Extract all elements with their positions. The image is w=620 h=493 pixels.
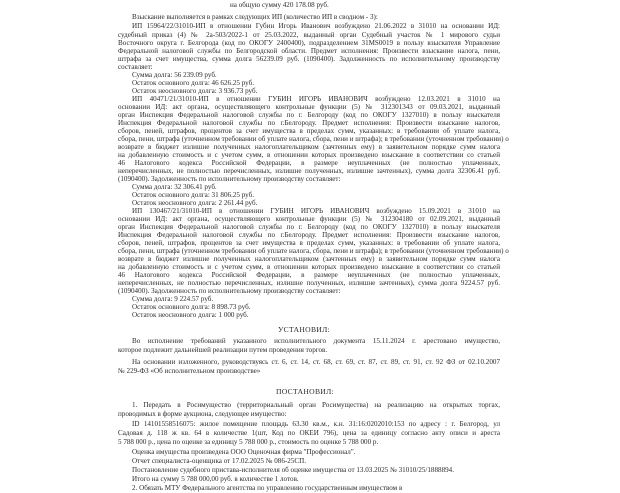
proceeding-3-line: Инспекция Федеральной налоговой службы по г.Белгороду. Предмет исполнения: Произвести взыскание налогов,: [118, 231, 500, 239]
principal-remaining: Остаток основного долга: 8 898.73 руб.: [132, 303, 251, 311]
section-heading-resolved: ПОСТАНОВИЛ:: [276, 387, 334, 396]
proceeding-2-line: 46 Налогового кодекса Российской Федерации, в размере неуплаченных (не полностью уплаченных,: [118, 159, 500, 167]
proceeding-1-line: штрафа за счет имущества, сумма долга 56239.09 руб. (1090400). Задолженность по исполнительному производству: [118, 55, 500, 63]
body-line: которое подлежит дальнейшей реализации путем проведения торгов.: [118, 346, 328, 354]
proceeding-1-line: Восточного округа г. Белгорода (код по ОКОГУ 2400400), подразделением 31MS0019 в пользу взыскателя Управление: [118, 39, 500, 47]
proceeding-3-line: (1090400). Задолженность по исполнительному производству составляет:: [118, 287, 341, 295]
proceeding-3-line: 46 Налогового кодекса Российской Федерации, в размере неуплаченных (не полностью уплаченных,: [118, 271, 500, 279]
principal-remaining: Остаток основного долга: 46 626.25 руб.: [132, 79, 254, 87]
proceeding-2-line: сбора, пени, штрафа (уточненном требовании об уплате налога, сбора, пени и штрафа); в требовании (уточненном требовании) о: [118, 135, 509, 143]
resolution-item: проводимых в форме аукциона, следующее имущество:: [118, 410, 287, 418]
total-debt-line: на общую сумму 420 178.08 руб.: [230, 1, 329, 9]
debt-amount: Сумма долга: 9 224.57 руб.: [132, 295, 214, 303]
other-remaining: Остаток неосновного долга: 2 261.44 руб.: [132, 199, 258, 207]
property-description: 5 788 000 р., цена по оценке за единицу 5 788 000 р., стоимость по оценке 5 788 000 р.: [118, 438, 379, 446]
proceeding-2-line: ИП 40471/21/31010-ИП в отношении ГУБИН ИГОРЬ ИВАНОВИЧ возбуждено 12.03.2021 в 31010 на: [132, 95, 500, 103]
debt-amount: Сумма долга: 56 239.09 руб.: [132, 71, 217, 79]
other-remaining: Остаток неосновного долга: 3 936.73 руб.: [132, 87, 258, 95]
proceeding-2-line: неперечисленных, не полностью перечисленных, излишне полученных, излишне зачтенных), сумма долга 32306.41 руб.: [118, 167, 500, 175]
body-line: Во исполнение требований указанного исполнительного документа 15.11.2024 г. арестовано имущество,: [132, 337, 500, 345]
proceeding-1-line: судебный приказ (4) № 2а-503/2022-1 от 25.03.2022, выданный орган Судебный участок № 1 мирового судьи: [118, 31, 500, 39]
proceeding-1-line: ИП 15964/22/31010-ИП в отношении Губин Игорь Иванович возбуждено 21.06.2022 в 31010 на основании ИД:: [132, 22, 500, 30]
proceeding-2-line: орган Инспекция Федеральной налоговой службы по г. Белгороду (код по ОКОГУ 1327010) в пользу взыскателя: [118, 111, 500, 119]
property-description: ID 14101558516075: жилое помещение площадь 63.30 кв.м., к.н. 31:16:0202010:153 по адресу : г. Белгород, ул: [132, 420, 500, 428]
proceeding-2-line: возврате в бюджет излишне полученных налогоплательщиком (зачтенных ему) в заявительном порядке сумм налога: [118, 143, 500, 151]
proceeding-2-line: Инспекция Федеральной налоговой службы по г.Белгороду. Предмет исполнения: Произвести взыскание налогов,: [118, 119, 500, 127]
valuation-line: Оценка имущества произведена ООО Оценочная фирма "Профессионал".: [132, 448, 356, 456]
principal-remaining: Остаток основного долга: 31 806.25 руб.: [132, 191, 254, 199]
other-remaining: Остаток неосновного долга: 1 000 руб.: [132, 311, 249, 319]
proceeding-2-line: на добавленную стоимость и с учетом сумм, в отношении которых произведено взыскание в соответствии со статьей: [118, 151, 500, 159]
proceeding-2-line: основании ИД: акт органа, осуществляющего контрольные функции (5) № 312301343 от 09.03.2021, выданный: [118, 103, 500, 111]
proceeding-3-line: орган Инспекция Федеральной налоговой службы по г. Белгороду (код по ОКОГУ 1327010) в пользу взыскателя: [118, 223, 500, 231]
proceeding-2-line: (1090400). Задолженность по исполнительному производству составляет:: [118, 175, 341, 183]
proceeding-1-line: составляет:: [118, 63, 153, 71]
proceeding-3-line: неперечисленных, не полностью перечисленных, излишне полученных, излишне зачтенных), сумма долга 9224.57 руб.: [118, 279, 500, 287]
body-line: № 229-ФЗ «Об исполнительном производстве»: [118, 367, 261, 375]
proceedings-count-line: Взыскание выполняется в рамках следующих ИП (количество ИП в сводном - 3):: [132, 13, 378, 21]
debt-amount: Сумма долга: 32 306.41 руб.: [132, 183, 217, 191]
proceeding-1-line: Федеральной налоговой службы по Белгородской области. Предмет исполнения: Произвести взыскание налога, пени,: [118, 47, 500, 55]
body-line: На основании изложенного, руководствуясь ст. 6, ст. 14, ст. 68, ст. 69, ст. 87, ст. 89, ст. 91, ст. 92 ФЗ от 02.10.2007: [132, 358, 500, 366]
proceeding-2-line: сборов, пеней, штрафов, процентов за счет имущества в пределах сумм, указанных: в требовании об уплате налога,: [118, 127, 500, 135]
total-line: Итого на сумму 5 788 000,00 руб. в количестве 1 лотов.: [132, 475, 299, 483]
property-description: Садовая д. 118 ж кв. 64 в количестве 1(шт, Код по ОКЕИ 796), цена за единицу согласно акту описи и ареста: [118, 429, 500, 437]
proceeding-3-line: возврате в бюджет излишне полученных налогоплательщиком (зачтенных ему) в заявительном порядке сумм налога: [118, 255, 500, 263]
valuation-report-line: Отчет специалиста-оценщика от 17.02.2025 № 086-25СП.: [132, 457, 306, 465]
section-heading-established: УСТАНОВИЛ:: [278, 325, 330, 334]
valuation-resolution-line: Постановление судебного пристава-исполнителя об оценке имущества от 13.03.2025 № 31010/25/1888894.: [132, 466, 454, 474]
proceeding-3-line: основании ИД: акт органа, осуществляющего контрольные функции (5) № 312304180 от 02.09.2021, выданный: [118, 215, 500, 223]
proceeding-3-line: сборов, пеней, штрафов, процентов за счет имущества в пределах сумм, указанных: в требовании об уплате налога,: [118, 239, 500, 247]
proceeding-3-line: сбора, пени, штрафа (уточненном требовании об уплате налога, сбора, пени и штрафа); в требовании (уточненном требовании) о: [118, 247, 509, 255]
proceeding-3-line: ИП 130467/21/31010-ИП в отношении ГУБИН ИГОРЬ ИВАНОВИЧ возбуждено 15.09.2021 в 31010 на: [132, 207, 500, 215]
proceeding-3-line: на добавленную стоимость и с учетом сумм, в отношении которых произведено взыскание в соответствии со статьей: [118, 263, 500, 271]
resolution-item: 2. Обязать МТУ Федерального агентства по управлению государственным имуществом в: [132, 484, 403, 492]
resolution-item: 1. Передать в Росимущество (территориальный орган Росимущества) на реализацию на открытых торгах,: [132, 401, 500, 409]
